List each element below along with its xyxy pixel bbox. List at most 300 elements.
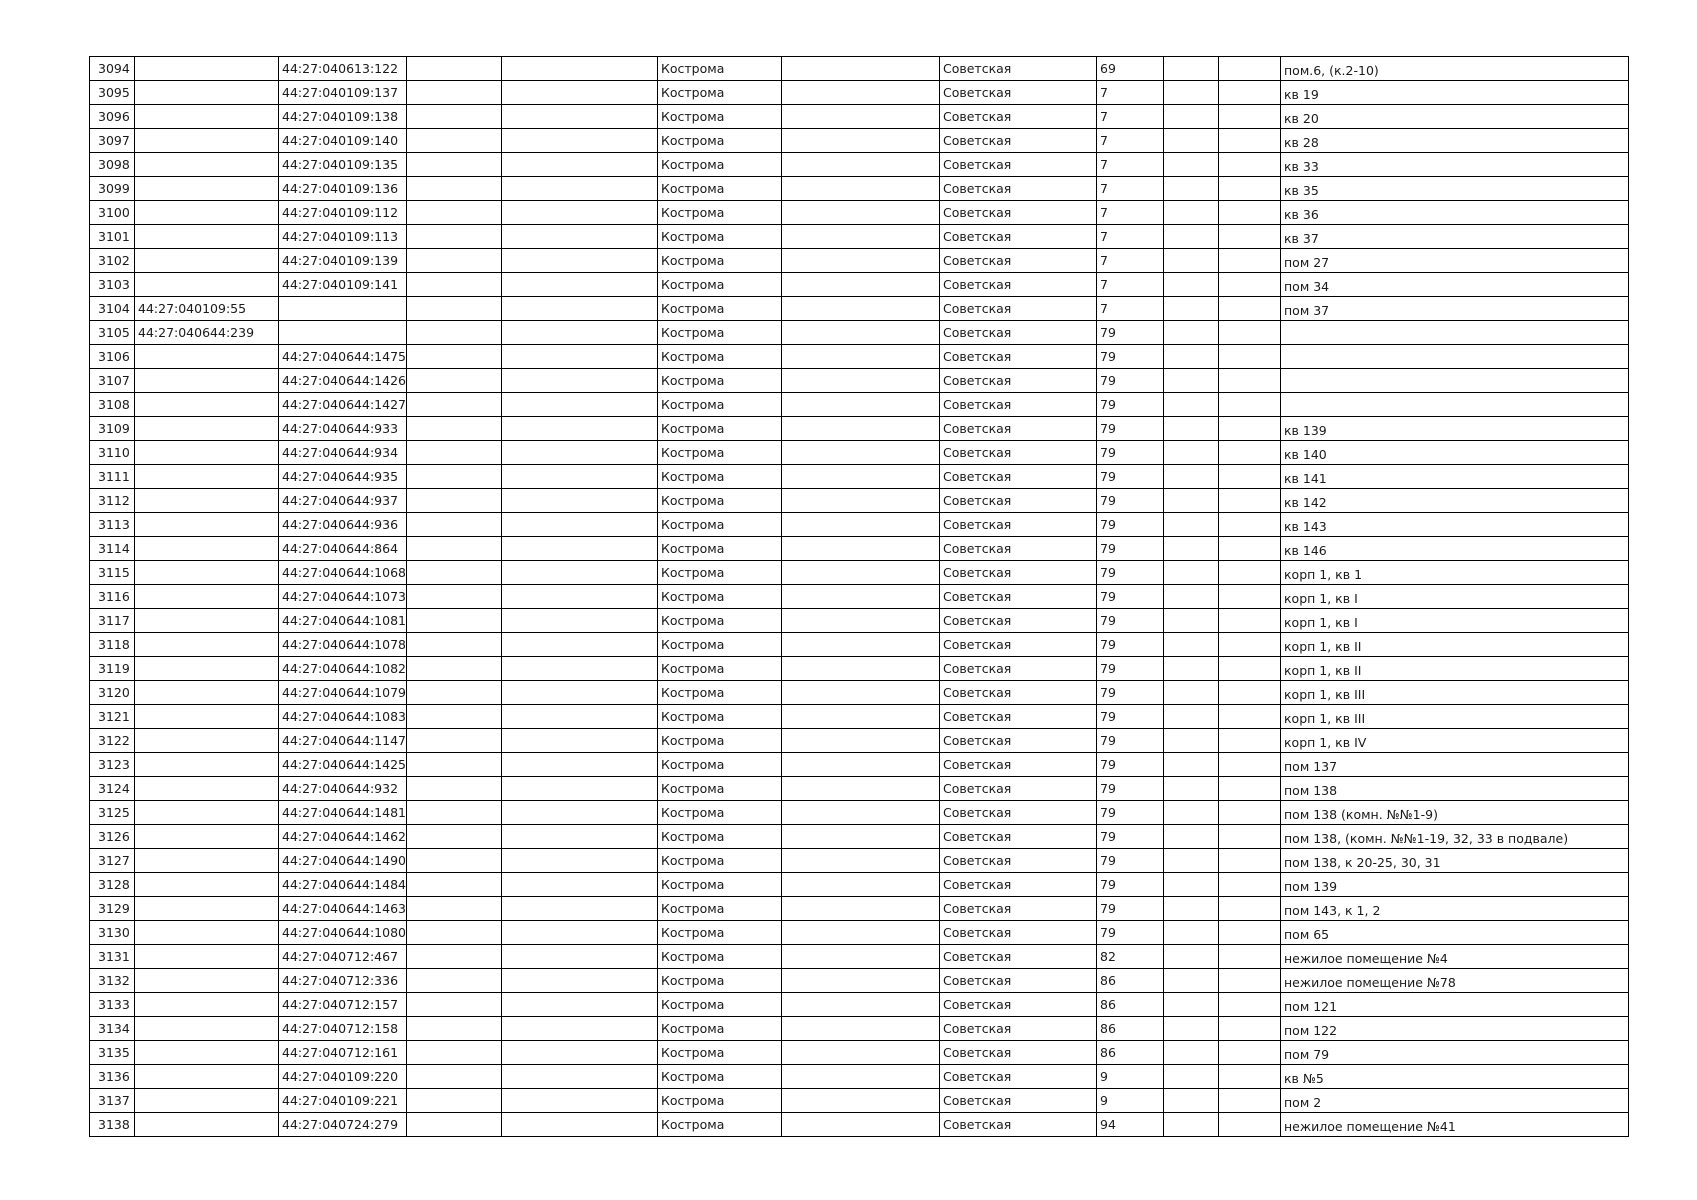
empty-cell — [1219, 633, 1281, 657]
empty-cell — [407, 777, 502, 801]
empty-cell — [1164, 201, 1219, 225]
empty-cell — [1164, 633, 1219, 657]
empty-cell — [782, 57, 940, 81]
empty-cell — [1164, 273, 1219, 297]
street-cell: Советская — [940, 513, 1097, 537]
premises-cell: пом 2 — [1281, 1089, 1629, 1113]
empty-cell — [1219, 273, 1281, 297]
empty-cell — [1219, 537, 1281, 561]
empty-cell — [1219, 945, 1281, 969]
city-cell: Кострома — [658, 633, 782, 657]
house-number-cell: 79 — [1097, 873, 1164, 897]
empty-cell — [1219, 1089, 1281, 1113]
empty-cell — [1219, 993, 1281, 1017]
cadastral-number-cell — [135, 705, 279, 729]
empty-cell — [502, 561, 658, 585]
empty-cell — [782, 1089, 940, 1113]
empty-cell — [1164, 153, 1219, 177]
street-cell: Советская — [940, 1017, 1097, 1041]
premises-cell: пом 34 — [1281, 273, 1629, 297]
cadastral-number-cell — [135, 1065, 279, 1089]
street-cell: Советская — [940, 753, 1097, 777]
cadastral-number-cell — [135, 609, 279, 633]
cadastral-number-cell — [135, 825, 279, 849]
table-row — [90, 1041, 1629, 1065]
city-cell: Кострома — [658, 321, 782, 345]
empty-cell — [407, 81, 502, 105]
empty-cell — [502, 225, 658, 249]
cadastral-number-cell — [135, 633, 279, 657]
empty-cell — [1164, 705, 1219, 729]
empty-cell — [782, 609, 940, 633]
empty-cell — [782, 945, 940, 969]
empty-cell — [782, 489, 940, 513]
cadastral-number-cell: 44:27:040644:932 — [279, 777, 407, 801]
house-number-cell: 82 — [1097, 945, 1164, 969]
empty-cell — [782, 297, 940, 321]
empty-cell — [1219, 849, 1281, 873]
street-cell: Советская — [940, 201, 1097, 225]
empty-cell — [782, 537, 940, 561]
city-cell: Кострома — [658, 993, 782, 1017]
row-number-cell: 3116 — [90, 585, 135, 609]
empty-cell — [502, 1017, 658, 1041]
city-cell: Кострома — [658, 1113, 782, 1137]
house-number-cell: 94 — [1097, 1113, 1164, 1137]
house-number-cell: 79 — [1097, 489, 1164, 513]
cadastral-number-cell — [135, 1017, 279, 1041]
empty-cell — [782, 681, 940, 705]
row-number-cell: 3101 — [90, 225, 135, 249]
city-cell: Кострома — [658, 537, 782, 561]
row-number-cell: 3110 — [90, 441, 135, 465]
empty-cell — [502, 609, 658, 633]
empty-cell — [782, 417, 940, 441]
city-cell: Кострома — [658, 609, 782, 633]
empty-cell — [1219, 81, 1281, 105]
empty-cell — [407, 609, 502, 633]
cadastral-number-cell — [135, 177, 279, 201]
cadastral-number-cell: 44:27:040109:137 — [279, 81, 407, 105]
row-number-cell: 3121 — [90, 705, 135, 729]
table-row — [90, 945, 1629, 969]
empty-cell — [1164, 81, 1219, 105]
city-cell: Кострома — [658, 345, 782, 369]
empty-cell — [782, 1041, 940, 1065]
cadastral-number-cell — [135, 417, 279, 441]
premises-cell: корп 1, кв II — [1281, 633, 1629, 657]
empty-cell — [782, 321, 940, 345]
empty-cell — [502, 633, 658, 657]
cadastral-number-cell: 44:27:040644:1463 — [279, 897, 407, 921]
empty-cell — [782, 777, 940, 801]
cadastral-number-cell — [135, 753, 279, 777]
row-number-cell: 3109 — [90, 417, 135, 441]
premises-cell: пом 37 — [1281, 297, 1629, 321]
empty-cell — [1219, 177, 1281, 201]
empty-cell — [1164, 537, 1219, 561]
empty-cell — [782, 1017, 940, 1041]
empty-cell — [782, 969, 940, 993]
cadastral-number-cell: 44:27:040644:1426 — [279, 369, 407, 393]
empty-cell — [1164, 513, 1219, 537]
empty-cell — [407, 705, 502, 729]
empty-cell — [502, 753, 658, 777]
cadastral-number-cell — [135, 1041, 279, 1065]
empty-cell — [502, 153, 658, 177]
empty-cell — [1164, 729, 1219, 753]
house-number-cell: 86 — [1097, 969, 1164, 993]
table-row — [90, 369, 1629, 393]
table-row — [90, 201, 1629, 225]
table-row — [90, 969, 1629, 993]
empty-cell — [407, 561, 502, 585]
cadastral-number-cell: 44:27:040712:467 — [279, 945, 407, 969]
cadastral-number-cell: 44:27:040712:336 — [279, 969, 407, 993]
cadastral-number-cell: 44:27:040109:140 — [279, 129, 407, 153]
empty-cell — [1219, 465, 1281, 489]
empty-cell — [1219, 825, 1281, 849]
cadastral-number-cell — [135, 921, 279, 945]
house-number-cell: 79 — [1097, 513, 1164, 537]
row-number-cell: 3134 — [90, 1017, 135, 1041]
empty-cell — [502, 465, 658, 489]
premises-cell: корп 1, кв IV — [1281, 729, 1629, 753]
empty-cell — [502, 249, 658, 273]
street-cell: Советская — [940, 345, 1097, 369]
empty-cell — [1164, 945, 1219, 969]
table-row — [90, 513, 1629, 537]
cadastral-number-cell: 44:27:040644:1462 — [279, 825, 407, 849]
table-row — [90, 105, 1629, 129]
row-number-cell: 3099 — [90, 177, 135, 201]
house-number-cell: 79 — [1097, 393, 1164, 417]
table-row — [90, 1017, 1629, 1041]
city-cell: Кострома — [658, 225, 782, 249]
empty-cell — [782, 201, 940, 225]
row-number-cell: 3094 — [90, 57, 135, 81]
house-number-cell: 79 — [1097, 825, 1164, 849]
cadastral-number-cell — [135, 849, 279, 873]
empty-cell — [1164, 561, 1219, 585]
premises-cell: кв 19 — [1281, 81, 1629, 105]
empty-cell — [407, 945, 502, 969]
table-row — [90, 489, 1629, 513]
house-number-cell: 79 — [1097, 777, 1164, 801]
house-number-cell: 7 — [1097, 273, 1164, 297]
empty-cell — [407, 801, 502, 825]
cadastral-number-cell: 44:27:040109:136 — [279, 177, 407, 201]
premises-cell: нежилое помещение №4 — [1281, 945, 1629, 969]
empty-cell — [407, 1089, 502, 1113]
house-number-cell: 79 — [1097, 561, 1164, 585]
row-number-cell: 3138 — [90, 1113, 135, 1137]
empty-cell — [502, 777, 658, 801]
house-number-cell: 7 — [1097, 249, 1164, 273]
empty-cell — [1164, 225, 1219, 249]
street-cell: Советская — [940, 441, 1097, 465]
premises-cell — [1281, 321, 1629, 345]
empty-cell — [1164, 657, 1219, 681]
street-cell: Советская — [940, 561, 1097, 585]
empty-cell — [782, 801, 940, 825]
premises-cell: пом 79 — [1281, 1041, 1629, 1065]
empty-cell — [407, 729, 502, 753]
house-number-cell: 7 — [1097, 225, 1164, 249]
table-row — [90, 57, 1629, 81]
cadastral-number-cell — [135, 561, 279, 585]
cadastral-number-cell — [135, 393, 279, 417]
cadastral-number-cell: 44:27:040109:135 — [279, 153, 407, 177]
empty-cell — [782, 153, 940, 177]
city-cell: Кострома — [658, 105, 782, 129]
empty-cell — [782, 225, 940, 249]
empty-cell — [407, 369, 502, 393]
cadastral-number-cell — [135, 81, 279, 105]
empty-cell — [407, 873, 502, 897]
table-row — [90, 849, 1629, 873]
city-cell: Кострома — [658, 801, 782, 825]
house-number-cell: 79 — [1097, 849, 1164, 873]
street-cell: Советская — [940, 273, 1097, 297]
empty-cell — [782, 129, 940, 153]
empty-cell — [502, 945, 658, 969]
table-row — [90, 921, 1629, 945]
premises-cell — [1281, 345, 1629, 369]
street-cell: Советская — [940, 1113, 1097, 1137]
house-number-cell: 79 — [1097, 609, 1164, 633]
row-number-cell: 3112 — [90, 489, 135, 513]
row-number-cell: 3098 — [90, 153, 135, 177]
empty-cell — [407, 921, 502, 945]
street-cell: Советская — [940, 633, 1097, 657]
table-row — [90, 897, 1629, 921]
row-number-cell: 3118 — [90, 633, 135, 657]
empty-cell — [1164, 1041, 1219, 1065]
table-row — [90, 417, 1629, 441]
empty-cell — [1219, 657, 1281, 681]
premises-cell: пом 122 — [1281, 1017, 1629, 1041]
city-cell: Кострома — [658, 153, 782, 177]
premises-cell: пом.6, (к.2-10) — [1281, 57, 1629, 81]
empty-cell — [1219, 441, 1281, 465]
empty-cell — [407, 681, 502, 705]
city-cell: Кострома — [658, 585, 782, 609]
table-row — [90, 633, 1629, 657]
empty-cell — [407, 177, 502, 201]
cadastral-number-cell — [135, 513, 279, 537]
empty-cell — [782, 873, 940, 897]
cadastral-number-cell: 44:27:040644:1427 — [279, 393, 407, 417]
premises-cell: кв 35 — [1281, 177, 1629, 201]
empty-cell — [1219, 393, 1281, 417]
street-cell: Советская — [940, 537, 1097, 561]
empty-cell — [502, 1065, 658, 1089]
table-row — [90, 561, 1629, 585]
street-cell: Советская — [940, 321, 1097, 345]
street-cell: Советская — [940, 825, 1097, 849]
table-row — [90, 873, 1629, 897]
empty-cell — [1164, 777, 1219, 801]
table-row — [90, 753, 1629, 777]
cadastral-number-cell: 44:27:040109:141 — [279, 273, 407, 297]
cadastral-number-cell: 44:27:040644:1068 — [279, 561, 407, 585]
empty-cell — [1219, 1017, 1281, 1041]
cadastral-number-cell — [135, 273, 279, 297]
street-cell: Советская — [940, 873, 1097, 897]
empty-cell — [1164, 1017, 1219, 1041]
empty-cell — [782, 633, 940, 657]
premises-cell: пом 138 — [1281, 777, 1629, 801]
empty-cell — [502, 993, 658, 1017]
cadastral-number-cell: 44:27:040644:933 — [279, 417, 407, 441]
street-cell: Советская — [940, 609, 1097, 633]
empty-cell — [502, 1113, 658, 1137]
street-cell: Советская — [940, 393, 1097, 417]
empty-cell — [1219, 561, 1281, 585]
house-number-cell: 79 — [1097, 921, 1164, 945]
empty-cell — [502, 657, 658, 681]
empty-cell — [782, 825, 940, 849]
city-cell: Кострома — [658, 897, 782, 921]
cadastral-number-cell — [135, 1089, 279, 1113]
row-number-cell: 3135 — [90, 1041, 135, 1065]
house-number-cell: 7 — [1097, 177, 1164, 201]
empty-cell — [407, 489, 502, 513]
city-cell: Кострома — [658, 825, 782, 849]
empty-cell — [502, 177, 658, 201]
empty-cell — [1219, 921, 1281, 945]
empty-cell — [407, 225, 502, 249]
premises-cell: пом 138 (комн. №№1-9) — [1281, 801, 1629, 825]
table-row — [90, 993, 1629, 1017]
city-cell: Кострома — [658, 969, 782, 993]
premises-cell — [1281, 369, 1629, 393]
empty-cell — [407, 393, 502, 417]
premises-cell: кв 141 — [1281, 465, 1629, 489]
row-number-cell: 3137 — [90, 1089, 135, 1113]
table-row — [90, 153, 1629, 177]
empty-cell — [407, 513, 502, 537]
empty-cell — [502, 273, 658, 297]
house-number-cell: 69 — [1097, 57, 1164, 81]
empty-cell — [1164, 609, 1219, 633]
empty-cell — [407, 417, 502, 441]
table-row — [90, 393, 1629, 417]
cadastral-number-cell: 44:27:040724:279 — [279, 1113, 407, 1137]
empty-cell — [407, 321, 502, 345]
empty-cell — [1219, 897, 1281, 921]
empty-cell — [502, 81, 658, 105]
cadastral-number-cell: 44:27:040644:1147 — [279, 729, 407, 753]
empty-cell — [1219, 225, 1281, 249]
empty-cell — [1164, 1113, 1219, 1137]
empty-cell — [407, 897, 502, 921]
premises-cell — [1281, 393, 1629, 417]
empty-cell — [502, 801, 658, 825]
cadastral-number-cell — [135, 369, 279, 393]
empty-cell — [782, 393, 940, 417]
table-row — [90, 657, 1629, 681]
table-row — [90, 585, 1629, 609]
empty-cell — [782, 585, 940, 609]
row-number-cell: 3100 — [90, 201, 135, 225]
empty-cell — [502, 129, 658, 153]
premises-cell: корп 1, кв 1 — [1281, 561, 1629, 585]
empty-cell — [1164, 297, 1219, 321]
row-number-cell: 3096 — [90, 105, 135, 129]
row-number-cell: 3095 — [90, 81, 135, 105]
empty-cell — [782, 177, 940, 201]
house-number-cell: 79 — [1097, 753, 1164, 777]
house-number-cell: 79 — [1097, 897, 1164, 921]
empty-cell — [1219, 729, 1281, 753]
empty-cell — [782, 105, 940, 129]
empty-cell — [1164, 369, 1219, 393]
street-cell: Советская — [940, 897, 1097, 921]
city-cell: Кострома — [658, 681, 782, 705]
city-cell: Кострома — [658, 129, 782, 153]
cadastral-number-cell — [135, 657, 279, 681]
empty-cell — [782, 849, 940, 873]
empty-cell — [502, 873, 658, 897]
premises-cell: кв 37 — [1281, 225, 1629, 249]
empty-cell — [1164, 849, 1219, 873]
cadastral-number-cell — [135, 1113, 279, 1137]
premises-cell: пом 143, к 1, 2 — [1281, 897, 1629, 921]
cadastral-number-cell: 44:27:040644:1073 — [279, 585, 407, 609]
empty-cell — [407, 105, 502, 129]
empty-cell — [1219, 57, 1281, 81]
empty-cell — [1219, 417, 1281, 441]
empty-cell — [1164, 105, 1219, 129]
cadastral-number-cell: 44:27:040613:122 — [279, 57, 407, 81]
empty-cell — [1164, 177, 1219, 201]
empty-cell — [1164, 465, 1219, 489]
empty-cell — [502, 513, 658, 537]
cadastral-number-cell — [135, 345, 279, 369]
empty-cell — [782, 1065, 940, 1089]
empty-cell — [782, 249, 940, 273]
table-row — [90, 249, 1629, 273]
street-cell: Советская — [940, 849, 1097, 873]
table-row — [90, 777, 1629, 801]
cadastral-number-cell — [135, 537, 279, 561]
table-row — [90, 345, 1629, 369]
house-number-cell: 79 — [1097, 801, 1164, 825]
cadastral-number-cell: 44:27:040644:1475 — [279, 345, 407, 369]
city-cell: Кострома — [658, 945, 782, 969]
empty-cell — [1164, 393, 1219, 417]
empty-cell — [407, 129, 502, 153]
empty-cell — [1164, 1089, 1219, 1113]
street-cell: Советская — [940, 297, 1097, 321]
street-cell: Советская — [940, 177, 1097, 201]
premises-cell: нежилое помещение №41 — [1281, 1113, 1629, 1137]
empty-cell — [1219, 1113, 1281, 1137]
premises-cell: кв 140 — [1281, 441, 1629, 465]
empty-cell — [407, 273, 502, 297]
empty-cell — [1164, 681, 1219, 705]
empty-cell — [1219, 777, 1281, 801]
cadastral-number-cell — [135, 105, 279, 129]
premises-cell: кв 143 — [1281, 513, 1629, 537]
premises-cell: кв 142 — [1281, 489, 1629, 513]
premises-cell: пом 137 — [1281, 753, 1629, 777]
empty-cell — [1164, 321, 1219, 345]
premises-cell: кв 28 — [1281, 129, 1629, 153]
empty-cell — [1219, 1041, 1281, 1065]
